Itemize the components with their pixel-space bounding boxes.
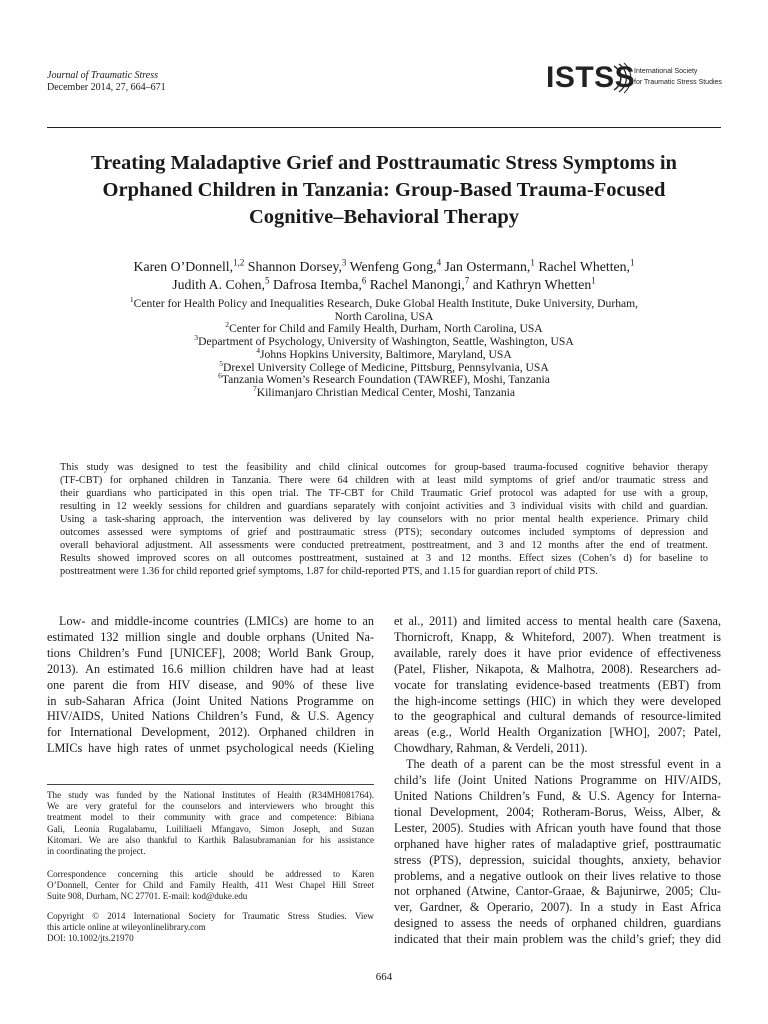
- journal-issue: December 2014, 27, 664–671: [47, 82, 166, 93]
- affiliation: $^2$Center for Child and Family Health, Durham, North Carolina, USA: [225, 320, 543, 336]
- author-line-1: Karen O’Donnell,$^{1,2}$ Shannon Dorsey,$^3$ Wenfeng Gong,$^4$ Jan Ostermann,$^1$ Rachel Whetten,$^1$: [133, 257, 635, 274]
- author-line-2: Judith A. Cohen,$^5$ Dafrosa Itemba,$^6$ Rachel Manongi,$^7$ and Kathryn Whetten$^1$: [172, 275, 596, 292]
- affiliation: $^7$Kilimanjaro Christian Medical Center, Moshi, Tanzania: [252, 384, 516, 399]
- istss-logo: [546, 58, 722, 98]
- copyright-footnote: Copyright © 2014 International Society for Traumatic Stress Studies. View this article online at wileyonlinelibrary.com DOI: 10.1002/jts.21970: [47, 911, 374, 944]
- article-title: Treating Maladaptive Grief and Posttraumatic Stress Symptoms in Orphaned Children in Tanzania: Group-Based Trauma-Focused Cognitive–Behavioral Therapy: [91, 152, 677, 228]
- logo-mark: ISTSS: [546, 61, 636, 94]
- body-column-left: Low- and middle-income countries (LMICs) are home to an estimated 132 million single and double orphans (United Na- tions Children’s Fund [UNICEF], 2008; World Bank Group, 2013). An estimated 16.6 million children have had at least one parent die from HIV disease, and 90% of these live in sub-Saharan Africa (Joint United Nations Programme on HIV/AIDS, United Nations Children’s Fund, & U.S. Agency for International Development, 2012). Orphaned children in LMICs have high rates of unmet psychological needs (Kieling: [47, 614, 374, 756]
- journal-name: Journal of Traumatic Stress: [47, 70, 159, 81]
- correspondence-footnote: Correspondence concerning this article should be addressed to Karen O’Donnell, Center for Child and Family Health, 411 West Chapel Hill Street Suite 908, Durham, NC 27701. E-mail: kod@duke.edu: [47, 869, 374, 902]
- logo-arc-icon: [610, 62, 632, 94]
- affiliation: $^1$Center for Health Policy and Inequalities Research, Duke Global Health Institute, Duke University, Durham,: [129, 295, 639, 310]
- header-rule: [47, 127, 721, 128]
- affiliation: $^5$Drexel University College of Medicine, Pittsburg, Pennsylvania, USA: [219, 358, 549, 374]
- funding-footnote: The study was funded by the National Institutes of Health (R34MH081764). We are very grateful for the counselors and interviewers who brought this treatment model to their community with grace and competence: Bibiana Gali, Leonia Rugalabamu, Luililiaeli Mfangavo, Simon Joseph, and Suzan Kitomari. We are also thankful to Karthik Balasubramanian for his assistance in coordinating the project.: [47, 790, 374, 857]
- journal-header: [47, 70, 166, 94]
- affiliation: $^6$Tanzania Women’s Research Foundation (TAWREF), Moshi, Tanzania: [218, 371, 550, 387]
- author-list: [47, 258, 721, 294]
- affiliation: North Carolina, USA: [334, 309, 434, 323]
- affiliations: [47, 295, 721, 400]
- body-column-right: et al., 2011) and limited access to mental health care (Saxena, Thornicroft, Knapp, & Whiteford, 2007). When treatment is available, rarely does it have prior evidence of effectiveness (Patel, Flisher, Nikapota, & Malhotra, 2008). Researchers ad- vocate for translating evidence-based treatments (EBT) from the high-income settings (HIC) in which they were developed to the geographical and cultural demands of resource-limited areas (e.g., World Health Organization [WHO], 2007; Patel, Chowdhary, Rahman, & Verdeli, 2011). The death of a parent can be the most stressful event in a child’s life (Joint United Nations Programme on HIV/AIDS, United Nations Children’s Fund, & U.S. Agency for Interna- tional Development, 2004; Rotheram-Borus, Weiss, Alber, & Lester, 2005). Studies with African youth have found that those orphaned have higher rates of maladaptive grief, posttraumatic stress (PTS), depression, suicidal thoughts, anxiety, behavior problems, and a negative outlook on their lives relative to those not orphaned (Atwine, Cantor-Graae, & Bajunirwe, 2005; Clu- ver, Gardner, & Operario, 2007). In a study in East Africa designed to assess the needs of orphaned children, guardians indicated that their main problem was the child’s grief; they did: [394, 614, 721, 947]
- logo-subtitle: International Society for Traumatic Stress Studies: [634, 68, 722, 86]
- affiliation: $^4$Johns Hopkins University, Baltimore, Maryland, USA: [256, 345, 512, 361]
- footnote-rule: [47, 784, 374, 785]
- abstract: This study was designed to test the feasibility and child clinical outcomes for group-based trauma-focused cognitive behavior therapy (TF-CBT) for orphaned children in Tanzania. There were 64 children with at least mild symptoms of grief and/or traumatic stress and their guardians who participated in this open trial. The TF-CBT for Child Traumatic Grief protocol was adapted for use with a group, resulting in 12 weekly sessions for children and guardians separately with conjoint activities and 3 individual visits with child and guardian. Using a task-sharing approach, the intervention was delivered by lay counselors with no prior mental health experience. Primary child outcomes assessed were symptoms of grief and posttraumatic stress (PTS); secondary outcomes included symptoms of depression and overall behavioral adjustment. All assessments were conducted pretreatment, posttreatment, and 3 and 12 months after the end of treatment. Results showed improved scores on all outcomes posttreatment, sustained at 3 and 12 months. Effect sizes (Cohen’s d) for baseline to posttreatment were 1.36 for child reported grief symptoms, 1.87 for child-reported PTS, and 1.15 for guardian report of child PTS.: [60, 462, 708, 577]
- page-number: 664: [375, 971, 393, 983]
- affiliation: $^3$Department of Psychology, University of Washington, Seattle, Washington, USA: [194, 333, 574, 349]
